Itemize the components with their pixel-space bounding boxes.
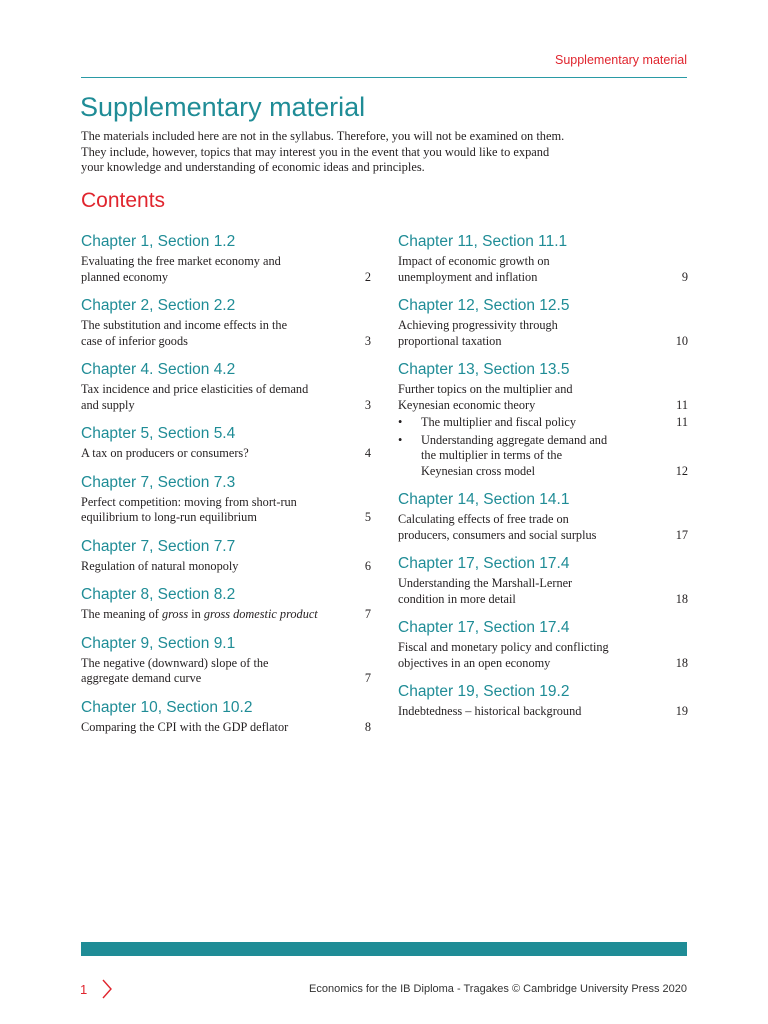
toc-item[interactable] xyxy=(398,576,688,607)
bullet-marker: • xyxy=(398,415,403,429)
toc-item[interactable] xyxy=(398,318,688,349)
toc-page-number: 3 xyxy=(364,333,371,348)
bullet-marker: • xyxy=(398,432,403,447)
toc-page-number: 19 xyxy=(675,704,688,718)
intro-line: The materials included here are not in the syllabus. Therefore, you will not be examined on them. xyxy=(81,129,565,143)
toc-item-text: A tax on producers or consumers? xyxy=(81,446,249,460)
intro-line: your knowledge and understanding of economic ideas and principles. xyxy=(81,160,425,174)
toc-item-text: Comparing the CPI with the GDP deflator xyxy=(81,719,289,734)
intro-paragraph xyxy=(81,129,621,176)
toc-item-text: Impact of economic growth on xyxy=(398,254,550,268)
toc-entry[interactable] xyxy=(398,490,688,543)
toc-item-text-italic: gross xyxy=(161,607,189,621)
toc-item-text: Evaluating the free market economy and xyxy=(81,254,281,268)
toc-page-number: 11 xyxy=(676,415,688,429)
toc-entry[interactable] xyxy=(81,360,371,413)
toc-item-text: The negative (downward) slope of the xyxy=(81,655,269,670)
toc-page-number: 11 xyxy=(676,397,688,412)
toc-item-text: Keynesian economic theory xyxy=(398,397,536,412)
toc-chapter-heading[interactable]: Chapter 14, Section 14.1 xyxy=(398,491,570,508)
toc-entry[interactable] xyxy=(398,296,688,349)
toc-item-text: Fiscal and monetary policy and conflicting xyxy=(398,640,609,654)
toc-entry[interactable] xyxy=(398,618,688,671)
toc-item[interactable] xyxy=(81,318,371,349)
toc-item-text: proportional taxation xyxy=(398,333,502,348)
toc-chapter-heading[interactable]: Chapter 17, Section 17.4 xyxy=(398,619,570,636)
footer-page-number: 1 xyxy=(80,982,88,997)
toc-entry[interactable] xyxy=(398,360,688,479)
toc-item-text: aggregate demand curve xyxy=(81,671,202,685)
toc-item-text: Regulation of natural monopoly xyxy=(81,558,239,573)
toc-chapter-heading[interactable]: Chapter 9, Section 9.1 xyxy=(81,634,236,652)
toc-chapter-heading[interactable]: Chapter 12, Section 12.5 xyxy=(398,297,570,314)
contents-column-left xyxy=(81,232,371,746)
toc-page-number: 17 xyxy=(675,527,688,542)
toc-page-number: 10 xyxy=(675,333,688,348)
toc-item-text: Achieving progressivity through xyxy=(398,318,558,332)
toc-entry[interactable] xyxy=(81,585,371,623)
toc-entry[interactable] xyxy=(398,682,688,720)
toc-entry[interactable] xyxy=(81,698,371,736)
toc-item-text: planned economy xyxy=(81,269,169,284)
toc-item[interactable] xyxy=(398,704,688,720)
toc-page-number: 5 xyxy=(364,510,371,524)
toc-entry[interactable] xyxy=(81,473,371,526)
toc-chapter-heading[interactable]: Chapter 5, Section 5.4 xyxy=(81,425,236,442)
toc-item-text: objectives in an open economy xyxy=(398,655,551,670)
toc-chapter-heading[interactable]: Chapter 10, Section 10.2 xyxy=(81,698,253,716)
toc-chapter-heading[interactable]: Chapter 1, Section 1.2 xyxy=(81,233,236,250)
page-title: Supplementary material xyxy=(80,92,366,122)
toc-item-text: Understanding the Marshall-Lerner xyxy=(398,576,573,590)
toc-page-number: 2 xyxy=(364,269,371,284)
toc-item[interactable] xyxy=(81,446,371,462)
toc-item-text: producers, consumers and social surplus xyxy=(398,527,597,542)
toc-page-number: 12 xyxy=(675,463,688,478)
toc-entry[interactable] xyxy=(81,296,371,349)
toc-page-number: 7 xyxy=(364,607,371,621)
toc-item[interactable] xyxy=(81,382,371,413)
toc-entry[interactable] xyxy=(81,634,371,687)
toc-entry[interactable] xyxy=(81,424,371,462)
toc-item-text: Indebtedness – historical background xyxy=(398,704,582,718)
toc-page-number: 6 xyxy=(364,558,371,573)
toc-page-number: 18 xyxy=(675,655,688,670)
running-head: Supplementary material xyxy=(554,53,687,67)
toc-item-text-italic: gross domestic product xyxy=(203,607,318,621)
toc-item-text: the multiplier in terms of the xyxy=(421,448,563,462)
toc-chapter-heading[interactable]: Chapter 7, Section 7.3 xyxy=(81,473,236,491)
toc-entry[interactable] xyxy=(81,232,371,285)
header-divider xyxy=(81,77,687,78)
toc-item[interactable] xyxy=(398,640,688,671)
toc-item-text-plain: The meaning of xyxy=(81,607,162,621)
toc-item-text: and supply xyxy=(81,397,135,412)
toc-item[interactable] xyxy=(398,382,688,413)
toc-page-number: 7 xyxy=(364,671,371,685)
toc-item-text: Calculating effects of free trade on xyxy=(398,512,569,526)
contents-column-right xyxy=(398,232,688,731)
toc-chapter-heading[interactable]: Chapter 7, Section 7.7 xyxy=(81,537,236,555)
toc-item-text: Perfect competition: moving from short-run xyxy=(81,494,297,509)
toc-item-text: case of inferior goods xyxy=(81,333,188,348)
toc-subitem[interactable] xyxy=(398,433,688,480)
toc-item-text: The substitution and income effects in the xyxy=(81,318,288,332)
toc-item-text: Understanding aggregate demand and xyxy=(421,432,608,447)
toc-subitem[interactable] xyxy=(398,415,688,431)
footer-credit: Economics for the IB Diploma - Tragakes © Cambridge University Press 2020 xyxy=(309,983,687,995)
toc-item[interactable] xyxy=(81,559,371,575)
toc-item-text: Tax incidence and price elasticities of demand xyxy=(81,382,309,396)
footer-bar xyxy=(81,942,687,956)
toc-item[interactable] xyxy=(81,254,371,285)
toc-chapter-heading[interactable]: Chapter 4. Section 4.2 xyxy=(81,361,236,378)
toc-entry[interactable] xyxy=(398,232,688,285)
toc-item-text: unemployment and inflation xyxy=(398,269,538,284)
toc-page-number: 4 xyxy=(364,446,371,460)
toc-chapter-heading[interactable]: Chapter 2, Section 2.2 xyxy=(81,297,236,314)
toc-page-number: 8 xyxy=(364,719,371,734)
toc-chapter-heading[interactable]: Chapter 11, Section 11.1 xyxy=(398,233,568,250)
toc-item-text: condition in more detail xyxy=(398,591,516,606)
toc-chapter-heading[interactable]: Chapter 8, Section 8.2 xyxy=(81,586,236,603)
toc-item[interactable] xyxy=(81,656,371,687)
toc-page-number: 9 xyxy=(681,269,688,284)
toc-chapter-heading[interactable]: Chapter 19, Section 19.2 xyxy=(398,683,570,700)
chevron-right-icon[interactable] xyxy=(100,978,114,1000)
toc-item[interactable] xyxy=(81,720,371,736)
toc-item-text xyxy=(81,607,339,623)
toc-item-text-plain: in xyxy=(188,607,204,621)
toc-chapter-heading[interactable]: Chapter 17, Section 17.4 xyxy=(398,555,570,572)
toc-item[interactable] xyxy=(81,607,371,623)
toc-page-number: 18 xyxy=(675,591,688,606)
toc-page-number: 3 xyxy=(364,397,371,412)
toc-item[interactable] xyxy=(398,512,688,543)
toc-item-text: equilibrium to long-run equilibrium xyxy=(81,510,257,524)
toc-entry[interactable] xyxy=(81,537,371,575)
toc-item-text: Further topics on the multiplier and xyxy=(398,382,573,396)
toc-item[interactable] xyxy=(81,495,371,526)
toc-item-text: The multiplier and fiscal policy xyxy=(421,415,577,429)
toc-entry[interactable] xyxy=(398,554,688,607)
toc-chapter-heading[interactable]: Chapter 13, Section 13.5 xyxy=(398,361,570,378)
toc-item[interactable] xyxy=(398,254,688,285)
intro-line: They include, however, topics that may interest you in the event that you would like to expand xyxy=(81,144,550,159)
contents-heading: Contents xyxy=(81,189,166,212)
toc-item-text: Keynesian cross model xyxy=(421,463,536,478)
